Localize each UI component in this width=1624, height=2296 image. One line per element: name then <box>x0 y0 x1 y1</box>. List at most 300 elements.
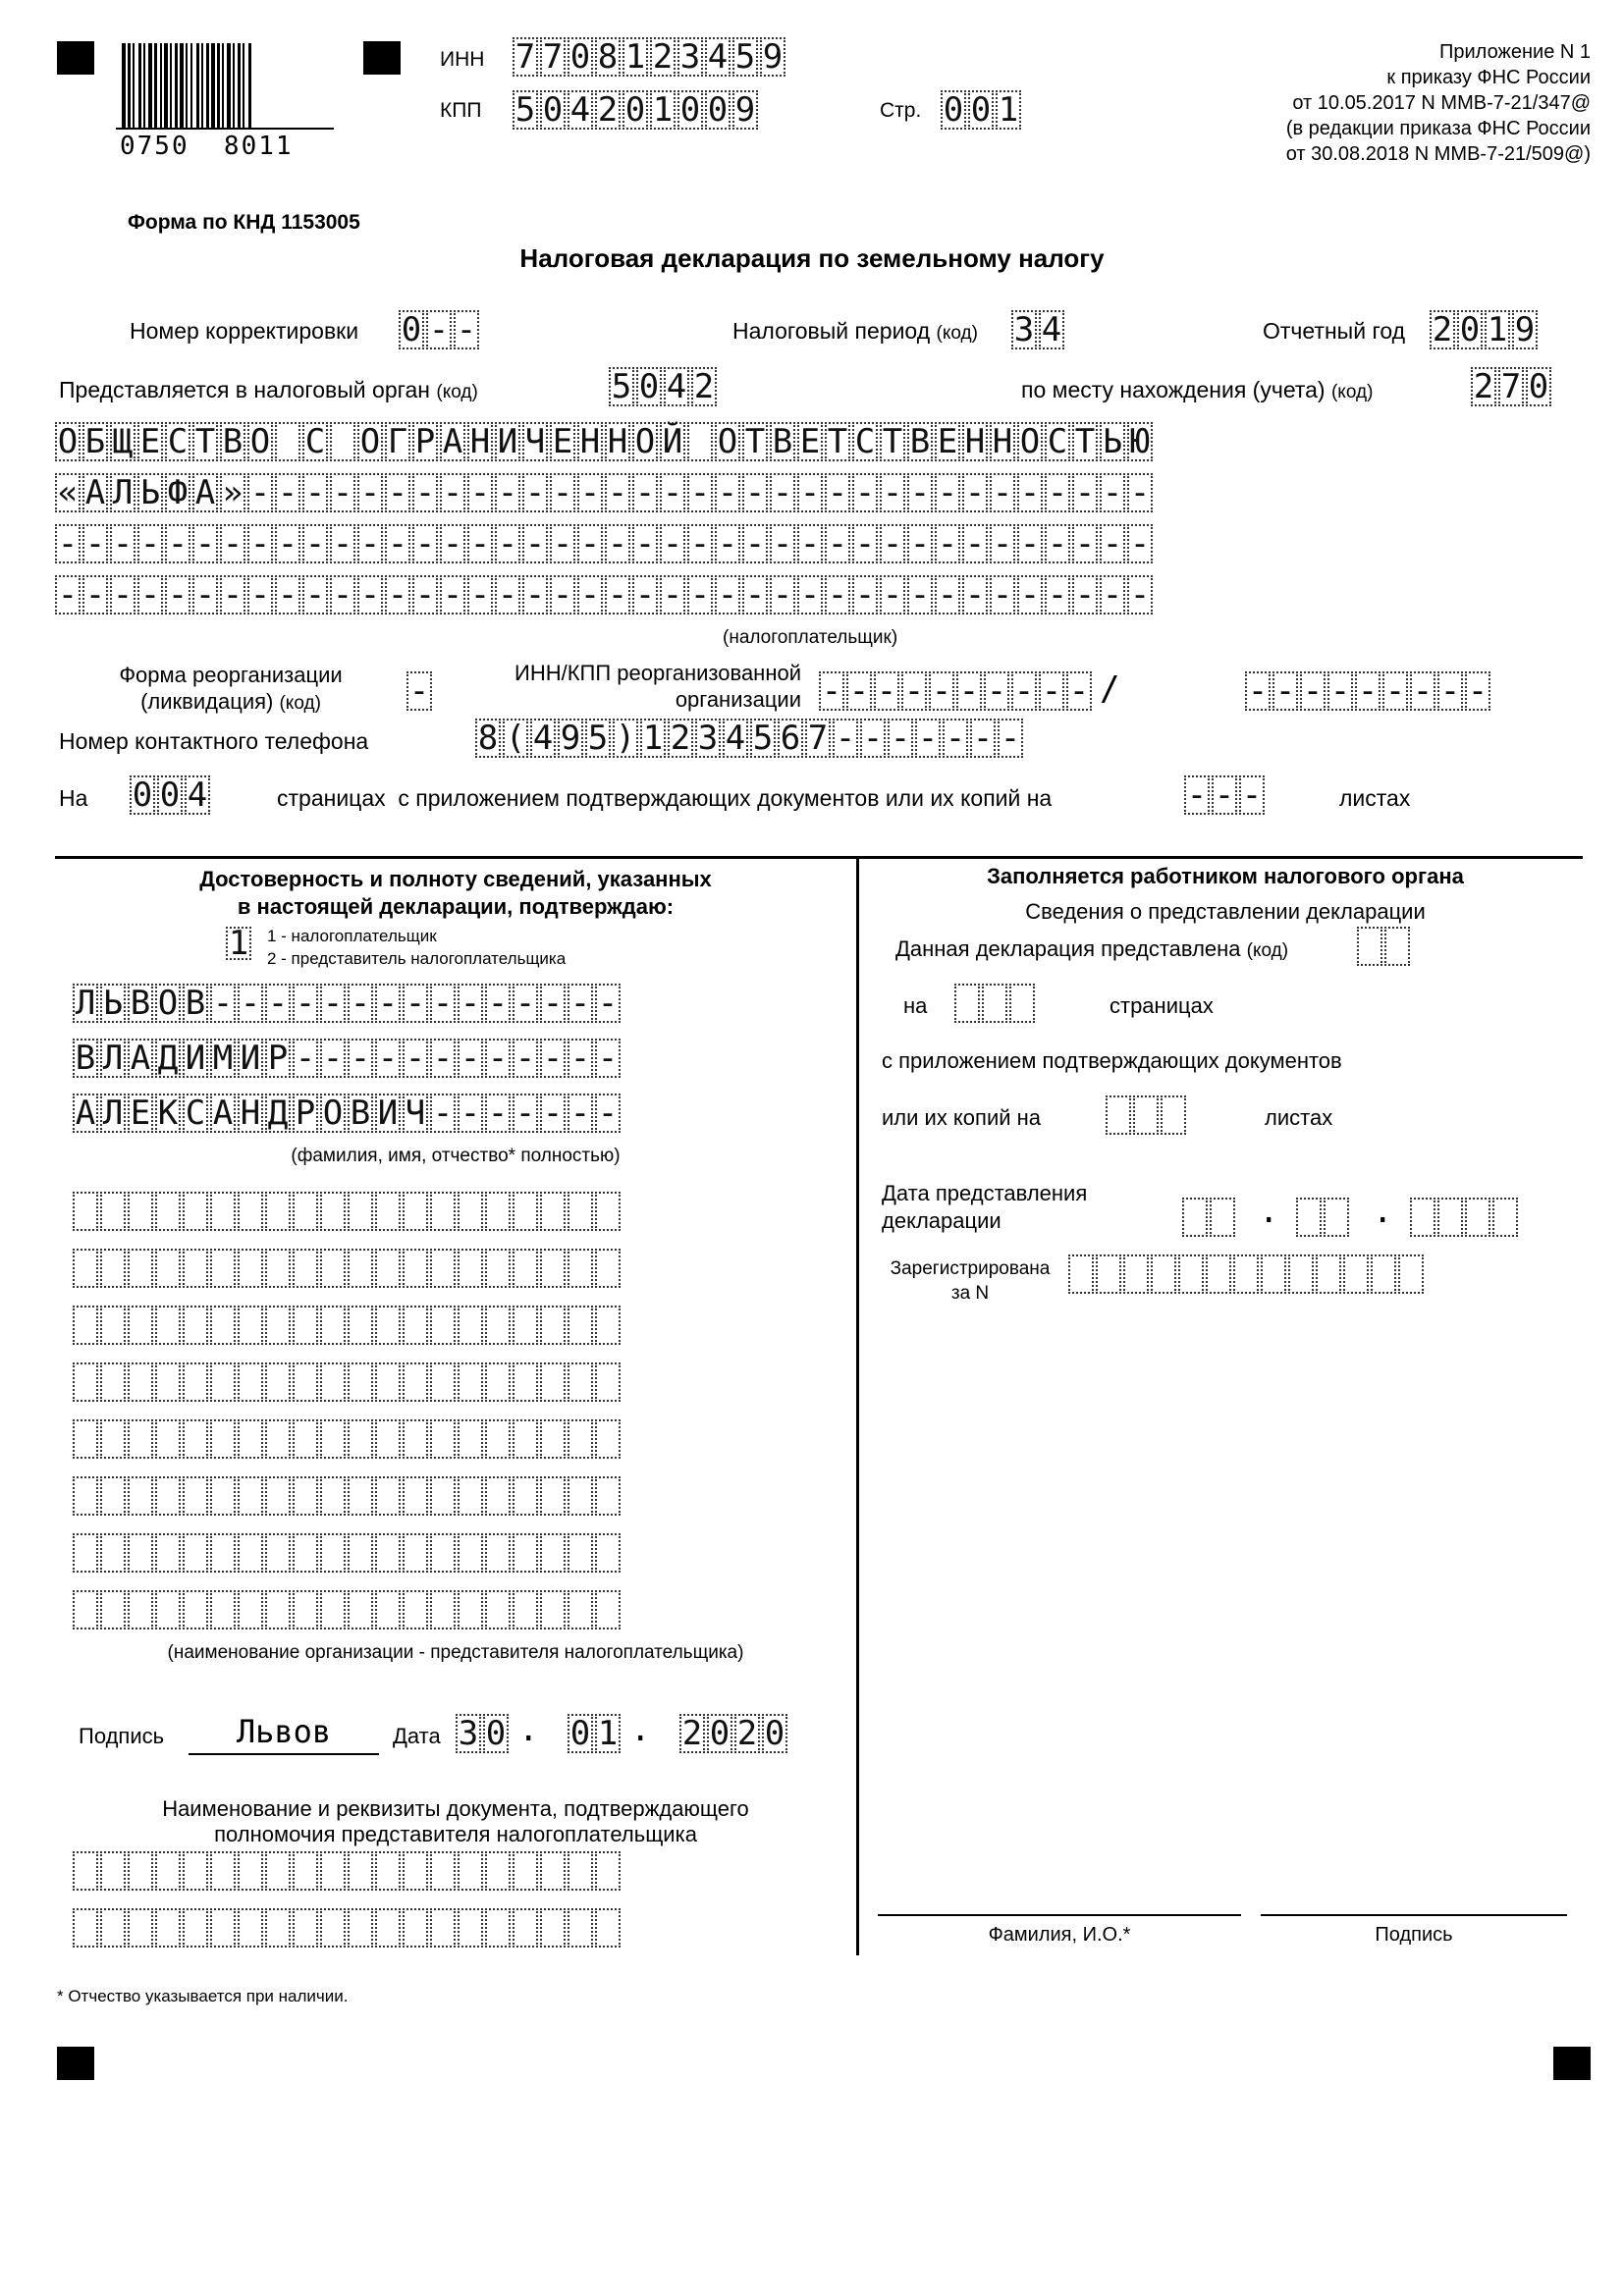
char-cell[interactable] <box>485 1851 511 1891</box>
char-cell[interactable] <box>73 1419 98 1459</box>
char-cell[interactable]: - <box>632 473 658 512</box>
char-cell[interactable] <box>155 1249 181 1288</box>
char-cell[interactable] <box>265 1590 291 1629</box>
char-cell[interactable]: - <box>915 719 941 758</box>
char-cell[interactable] <box>568 1362 593 1402</box>
char-cell[interactable] <box>348 1419 373 1459</box>
char-cell[interactable]: 7 <box>513 37 538 77</box>
char-cell[interactable] <box>238 1476 263 1516</box>
char-cell[interactable]: Д <box>155 1039 181 1078</box>
char-cell[interactable]: - <box>962 473 988 512</box>
char-cell[interactable]: - <box>247 524 273 563</box>
char-cell[interactable]: С <box>852 422 878 461</box>
char-cell[interactable] <box>128 1249 153 1288</box>
char-cell[interactable] <box>1096 1255 1121 1294</box>
char-cell[interactable]: ( <box>503 719 528 758</box>
char-cell[interactable]: 3 <box>677 37 703 77</box>
char-cell[interactable]: - <box>605 575 630 614</box>
char-cell[interactable] <box>238 1419 263 1459</box>
char-cell[interactable] <box>568 1533 593 1573</box>
submitted-code-cells[interactable] <box>1357 927 1412 966</box>
char-cell[interactable] <box>320 1192 346 1231</box>
char-cell[interactable]: - <box>852 524 878 563</box>
char-cell[interactable]: - <box>430 1094 456 1133</box>
char-cell[interactable] <box>954 984 980 1023</box>
char-cell[interactable]: Щ <box>110 422 135 461</box>
char-cell[interactable]: - <box>1184 775 1210 815</box>
char-cell[interactable]: 9 <box>760 37 785 77</box>
char-cell[interactable] <box>348 1851 373 1891</box>
char-cell[interactable] <box>1068 1255 1094 1294</box>
char-cell[interactable]: - <box>1437 671 1463 711</box>
char-cell[interactable]: Т <box>825 422 850 461</box>
char-cell[interactable] <box>1465 1198 1490 1237</box>
char-cell[interactable] <box>375 1362 401 1402</box>
char-cell[interactable]: Л <box>73 984 98 1023</box>
char-cell[interactable] <box>485 1192 511 1231</box>
char-cell[interactable]: Ь <box>1100 422 1125 461</box>
char-cell[interactable]: - <box>1017 575 1043 614</box>
char-cell[interactable] <box>1123 1255 1149 1294</box>
char-cell[interactable]: - <box>1045 575 1070 614</box>
char-cell[interactable]: - <box>825 524 850 563</box>
char-cell[interactable]: 9 <box>1512 310 1538 349</box>
char-cell[interactable]: Т <box>742 422 768 461</box>
char-cell[interactable]: Е <box>935 422 960 461</box>
char-cell[interactable] <box>403 1908 428 1948</box>
char-cell[interactable] <box>348 1249 373 1288</box>
char-cell[interactable] <box>210 1192 236 1231</box>
char-cell[interactable]: - <box>210 984 236 1023</box>
char-cell[interactable]: - <box>550 524 575 563</box>
char-cell[interactable] <box>540 1362 566 1402</box>
char-cell[interactable] <box>485 1249 511 1288</box>
char-cell[interactable] <box>293 1851 318 1891</box>
char-cell[interactable] <box>210 1419 236 1459</box>
char-cell[interactable] <box>595 1590 621 1629</box>
char-cell[interactable] <box>1233 1255 1259 1294</box>
char-cell[interactable]: И <box>375 1094 401 1133</box>
char-cell[interactable] <box>293 1419 318 1459</box>
char-cell[interactable] <box>128 1419 153 1459</box>
char-cell[interactable]: 5 <box>609 367 634 406</box>
char-cell[interactable]: 3 <box>456 1714 481 1753</box>
char-cell[interactable] <box>183 1419 208 1459</box>
char-cell[interactable]: 2 <box>650 37 676 77</box>
char-cell[interactable] <box>540 1851 566 1891</box>
char-cell[interactable] <box>430 1362 456 1402</box>
char-cell[interactable] <box>293 1908 318 1948</box>
char-cell[interactable] <box>595 1908 621 1948</box>
char-cell[interactable]: 9 <box>732 90 758 130</box>
char-cell[interactable] <box>128 1590 153 1629</box>
char-cell[interactable]: А <box>192 473 218 512</box>
char-cell[interactable] <box>458 1419 483 1459</box>
char-cell[interactable] <box>568 1476 593 1516</box>
char-cell[interactable] <box>210 1362 236 1402</box>
char-cell[interactable] <box>375 1476 401 1516</box>
char-cell[interactable]: - <box>605 473 630 512</box>
char-cell[interactable] <box>265 1419 291 1459</box>
char-cell[interactable] <box>265 1192 291 1231</box>
char-cell[interactable]: - <box>833 719 858 758</box>
char-cell[interactable] <box>348 1192 373 1231</box>
char-cell[interactable] <box>73 1192 98 1231</box>
char-cell[interactable]: - <box>458 1039 483 1078</box>
char-cell[interactable]: - <box>1017 524 1043 563</box>
char-cell[interactable]: - <box>970 719 996 758</box>
char-cell[interactable] <box>485 1908 511 1948</box>
char-cell[interactable]: - <box>660 473 685 512</box>
char-cell[interactable]: - <box>1212 775 1237 815</box>
char-cell[interactable]: - <box>357 524 383 563</box>
char-cell[interactable] <box>403 1476 428 1516</box>
date-year-cells[interactable] <box>679 1714 789 1753</box>
char-cell[interactable]: - <box>467 575 493 614</box>
char-cell[interactable]: - <box>454 310 479 349</box>
char-cell[interactable] <box>73 1249 98 1288</box>
reorg-kpp-cells[interactable] <box>1245 671 1492 711</box>
char-cell[interactable]: Н <box>605 422 630 461</box>
char-cell[interactable] <box>265 1306 291 1345</box>
char-cell[interactable] <box>430 1590 456 1629</box>
char-cell[interactable]: С <box>165 422 190 461</box>
char-cell[interactable] <box>210 1851 236 1891</box>
char-cell[interactable]: - <box>192 575 218 614</box>
inn-cells[interactable] <box>513 37 787 77</box>
char-cell[interactable]: 2 <box>595 90 621 130</box>
org-row-8[interactable] <box>73 1590 623 1629</box>
char-cell[interactable]: О <box>715 422 740 461</box>
char-cell[interactable] <box>485 1533 511 1573</box>
char-cell[interactable] <box>155 1476 181 1516</box>
char-cell[interactable]: - <box>1045 473 1070 512</box>
char-cell[interactable]: 0 <box>568 1714 593 1753</box>
char-cell[interactable] <box>128 1908 153 1948</box>
char-cell[interactable]: - <box>1072 575 1098 614</box>
char-cell[interactable]: - <box>1100 524 1125 563</box>
char-cell[interactable] <box>430 1533 456 1573</box>
char-cell[interactable]: 3 <box>695 719 721 758</box>
char-cell[interactable] <box>155 1851 181 1891</box>
char-cell[interactable]: - <box>715 575 740 614</box>
char-cell[interactable] <box>183 1533 208 1573</box>
char-cell[interactable] <box>100 1306 126 1345</box>
org-row-1[interactable] <box>73 1192 623 1231</box>
char-cell[interactable] <box>568 1419 593 1459</box>
char-cell[interactable]: - <box>1127 473 1153 512</box>
char-cell[interactable] <box>1371 1255 1396 1294</box>
char-cell[interactable]: - <box>275 575 300 614</box>
char-cell[interactable] <box>485 1419 511 1459</box>
char-cell[interactable] <box>1296 1198 1322 1237</box>
char-cell[interactable] <box>375 1590 401 1629</box>
char-cell[interactable] <box>403 1362 428 1402</box>
char-cell[interactable]: - <box>990 524 1015 563</box>
char-cell[interactable] <box>1384 927 1410 966</box>
char-cell[interactable]: - <box>293 984 318 1023</box>
char-cell[interactable]: - <box>1465 671 1490 711</box>
char-cell[interactable]: - <box>403 984 428 1023</box>
char-cell[interactable]: - <box>819 671 844 711</box>
char-cell[interactable]: С <box>183 1094 208 1133</box>
char-cell[interactable]: - <box>1100 575 1125 614</box>
char-cell[interactable] <box>265 1249 291 1288</box>
char-cell[interactable]: Е <box>137 422 163 461</box>
char-cell[interactable] <box>320 1476 346 1516</box>
char-cell[interactable]: - <box>348 1039 373 1078</box>
char-cell[interactable]: - <box>426 310 452 349</box>
char-cell[interactable]: - <box>513 1039 538 1078</box>
char-cell[interactable] <box>155 1590 181 1629</box>
char-cell[interactable] <box>403 1851 428 1891</box>
char-cell[interactable] <box>238 1192 263 1231</box>
char-cell[interactable] <box>1182 1198 1208 1237</box>
char-cell[interactable] <box>183 1590 208 1629</box>
char-cell[interactable] <box>183 1908 208 1948</box>
char-cell[interactable]: - <box>165 575 190 614</box>
char-cell[interactable] <box>595 1476 621 1516</box>
char-cell[interactable] <box>458 1306 483 1345</box>
char-cell[interactable]: 0 <box>677 90 703 130</box>
char-cell[interactable] <box>568 1590 593 1629</box>
char-cell[interactable] <box>183 1476 208 1516</box>
char-cell[interactable]: - <box>430 1039 456 1078</box>
char-cell[interactable]: - <box>984 671 1009 711</box>
char-cell[interactable]: - <box>797 575 823 614</box>
char-cell[interactable]: О <box>1017 422 1043 461</box>
char-cell[interactable]: 7 <box>805 719 831 758</box>
char-cell[interactable] <box>513 1192 538 1231</box>
char-cell[interactable]: - <box>1072 524 1098 563</box>
char-cell[interactable]: 5 <box>750 719 776 758</box>
char-cell[interactable] <box>128 1192 153 1231</box>
char-cell[interactable] <box>595 1306 621 1345</box>
char-cell[interactable]: - <box>797 524 823 563</box>
char-cell[interactable]: Ь <box>100 984 126 1023</box>
char-cell[interactable]: - <box>522 575 548 614</box>
char-cell[interactable]: - <box>82 524 108 563</box>
char-cell[interactable]: - <box>742 575 768 614</box>
char-cell[interactable] <box>540 1192 566 1231</box>
char-cell[interactable]: - <box>935 473 960 512</box>
char-cell[interactable]: - <box>192 524 218 563</box>
char-cell[interactable]: 0 <box>1457 310 1483 349</box>
char-cell[interactable]: О <box>155 984 181 1023</box>
char-cell[interactable] <box>293 1362 318 1402</box>
char-cell[interactable]: - <box>458 984 483 1023</box>
char-cell[interactable] <box>403 1192 428 1231</box>
char-cell[interactable]: - <box>485 1039 511 1078</box>
char-cell[interactable]: Н <box>962 422 988 461</box>
char-cell[interactable] <box>155 1533 181 1573</box>
char-cell[interactable]: Л <box>100 1094 126 1133</box>
char-cell[interactable] <box>1178 1255 1204 1294</box>
char-cell[interactable] <box>375 1192 401 1231</box>
char-cell[interactable]: » <box>220 473 245 512</box>
char-cell[interactable]: А <box>440 422 465 461</box>
char-cell[interactable]: 7 <box>540 37 566 77</box>
char-cell[interactable]: - <box>846 671 872 711</box>
char-cell[interactable] <box>155 1362 181 1402</box>
char-cell[interactable]: 5 <box>732 37 758 77</box>
fio-row-2[interactable] <box>73 1039 623 1078</box>
char-cell[interactable]: - <box>998 719 1023 758</box>
org-row-5[interactable] <box>73 1419 623 1459</box>
char-cell[interactable] <box>100 1249 126 1288</box>
char-cell[interactable]: - <box>797 473 823 512</box>
char-cell[interactable]: 0 <box>623 90 648 130</box>
page-cells[interactable] <box>941 90 1023 130</box>
fio-row-3[interactable] <box>73 1094 623 1133</box>
reorg-form-cells[interactable] <box>406 671 434 711</box>
char-cell[interactable] <box>210 1908 236 1948</box>
char-cell[interactable]: Р <box>412 422 438 461</box>
char-cell[interactable] <box>330 422 355 461</box>
org-row-4[interactable] <box>73 1362 623 1402</box>
char-cell[interactable]: - <box>1039 671 1064 711</box>
char-cell[interactable] <box>238 1533 263 1573</box>
char-cell[interactable]: Н <box>990 422 1015 461</box>
char-cell[interactable] <box>1398 1255 1424 1294</box>
char-cell[interactable] <box>348 1476 373 1516</box>
char-cell[interactable] <box>568 1249 593 1288</box>
char-cell[interactable]: О <box>632 422 658 461</box>
char-cell[interactable]: 0 <box>941 90 966 130</box>
char-cell[interactable]: В <box>73 1039 98 1078</box>
char-cell[interactable] <box>73 1908 98 1948</box>
char-cell[interactable]: Ф <box>165 473 190 512</box>
char-cell[interactable] <box>320 1851 346 1891</box>
char-cell[interactable]: - <box>550 575 575 614</box>
char-cell[interactable]: 2 <box>691 367 717 406</box>
char-cell[interactable] <box>128 1306 153 1345</box>
char-cell[interactable] <box>595 1419 621 1459</box>
char-cell[interactable] <box>73 1306 98 1345</box>
char-cell[interactable] <box>568 1306 593 1345</box>
char-cell[interactable] <box>1210 1198 1235 1237</box>
char-cell[interactable]: - <box>770 575 795 614</box>
char-cell[interactable]: - <box>513 984 538 1023</box>
char-cell[interactable]: 1 <box>640 719 666 758</box>
char-cell[interactable] <box>275 422 300 461</box>
char-cell[interactable] <box>293 1476 318 1516</box>
char-cell[interactable]: - <box>412 575 438 614</box>
char-cell[interactable] <box>430 1851 456 1891</box>
char-cell[interactable]: 0 <box>968 90 994 130</box>
signer-type-cell[interactable] <box>226 924 253 966</box>
authority-cells[interactable] <box>609 367 719 406</box>
char-cell[interactable]: - <box>1355 671 1380 711</box>
char-cell[interactable] <box>210 1590 236 1629</box>
char-cell[interactable] <box>458 1362 483 1402</box>
char-cell[interactable]: - <box>302 524 328 563</box>
char-cell[interactable]: - <box>852 575 878 614</box>
char-cell[interactable]: - <box>440 473 465 512</box>
char-cell[interactable]: - <box>513 1094 538 1133</box>
char-cell[interactable]: 8 <box>475 719 501 758</box>
char-cell[interactable]: - <box>595 1094 621 1133</box>
char-cell[interactable]: - <box>687 524 713 563</box>
char-cell[interactable]: - <box>907 524 933 563</box>
char-cell[interactable] <box>265 1851 291 1891</box>
char-cell[interactable]: - <box>440 524 465 563</box>
char-cell[interactable] <box>238 1851 263 1891</box>
char-cell[interactable]: - <box>577 473 603 512</box>
char-cell[interactable]: 2 <box>668 719 693 758</box>
char-cell[interactable]: 2 <box>679 1714 705 1753</box>
char-cell[interactable]: - <box>595 1039 621 1078</box>
char-cell[interactable] <box>238 1306 263 1345</box>
char-cell[interactable]: ) <box>613 719 638 758</box>
char-cell[interactable]: Б <box>82 422 108 461</box>
char-cell[interactable] <box>320 1249 346 1288</box>
char-cell[interactable] <box>540 1476 566 1516</box>
char-cell[interactable] <box>458 1192 483 1231</box>
taxpayer-row-4[interactable] <box>55 575 1155 614</box>
char-cell[interactable]: - <box>1045 524 1070 563</box>
char-cell[interactable]: 4 <box>530 719 556 758</box>
char-cell[interactable]: - <box>247 575 273 614</box>
char-cell[interactable]: - <box>55 524 81 563</box>
char-cell[interactable]: И <box>238 1039 263 1078</box>
char-cell[interactable]: - <box>715 524 740 563</box>
char-cell[interactable]: И <box>183 1039 208 1078</box>
char-cell[interactable]: 1 <box>1485 310 1510 349</box>
char-cell[interactable] <box>128 1851 153 1891</box>
char-cell[interactable] <box>458 1249 483 1288</box>
char-cell[interactable] <box>568 1851 593 1891</box>
char-cell[interactable] <box>155 1306 181 1345</box>
char-cell[interactable]: Ч <box>522 422 548 461</box>
char-cell[interactable]: - <box>880 473 905 512</box>
char-cell[interactable]: - <box>1072 473 1098 512</box>
char-cell[interactable]: 0 <box>707 1714 732 1753</box>
char-cell[interactable] <box>403 1419 428 1459</box>
char-cell[interactable]: - <box>860 719 886 758</box>
char-cell[interactable] <box>155 1908 181 1948</box>
char-cell[interactable]: Д <box>265 1094 291 1133</box>
pages-cells[interactable] <box>130 775 212 815</box>
char-cell[interactable]: Т <box>1072 422 1098 461</box>
char-cell[interactable]: - <box>660 575 685 614</box>
char-cell[interactable] <box>513 1590 538 1629</box>
char-cell[interactable]: - <box>1382 671 1408 711</box>
char-cell[interactable] <box>1151 1255 1176 1294</box>
char-cell[interactable]: - <box>956 671 982 711</box>
char-cell[interactable]: Ь <box>137 473 163 512</box>
char-cell[interactable]: 2 <box>734 1714 760 1753</box>
char-cell[interactable] <box>348 1590 373 1629</box>
char-cell[interactable]: - <box>412 473 438 512</box>
char-cell[interactable]: - <box>406 671 432 711</box>
char-cell[interactable]: - <box>880 524 905 563</box>
char-cell[interactable] <box>595 1192 621 1231</box>
char-cell[interactable]: - <box>577 524 603 563</box>
char-cell[interactable]: - <box>1410 671 1435 711</box>
char-cell[interactable]: 3 <box>1011 310 1037 349</box>
char-cell[interactable]: - <box>495 575 520 614</box>
char-cell[interactable] <box>1410 1198 1435 1237</box>
char-cell[interactable] <box>348 1908 373 1948</box>
char-cell[interactable]: - <box>935 524 960 563</box>
char-cell[interactable] <box>403 1306 428 1345</box>
char-cell[interactable] <box>293 1249 318 1288</box>
char-cell[interactable]: О <box>247 422 273 461</box>
char-cell[interactable]: - <box>82 575 108 614</box>
char-cell[interactable] <box>320 1533 346 1573</box>
char-cell[interactable]: - <box>874 671 899 711</box>
